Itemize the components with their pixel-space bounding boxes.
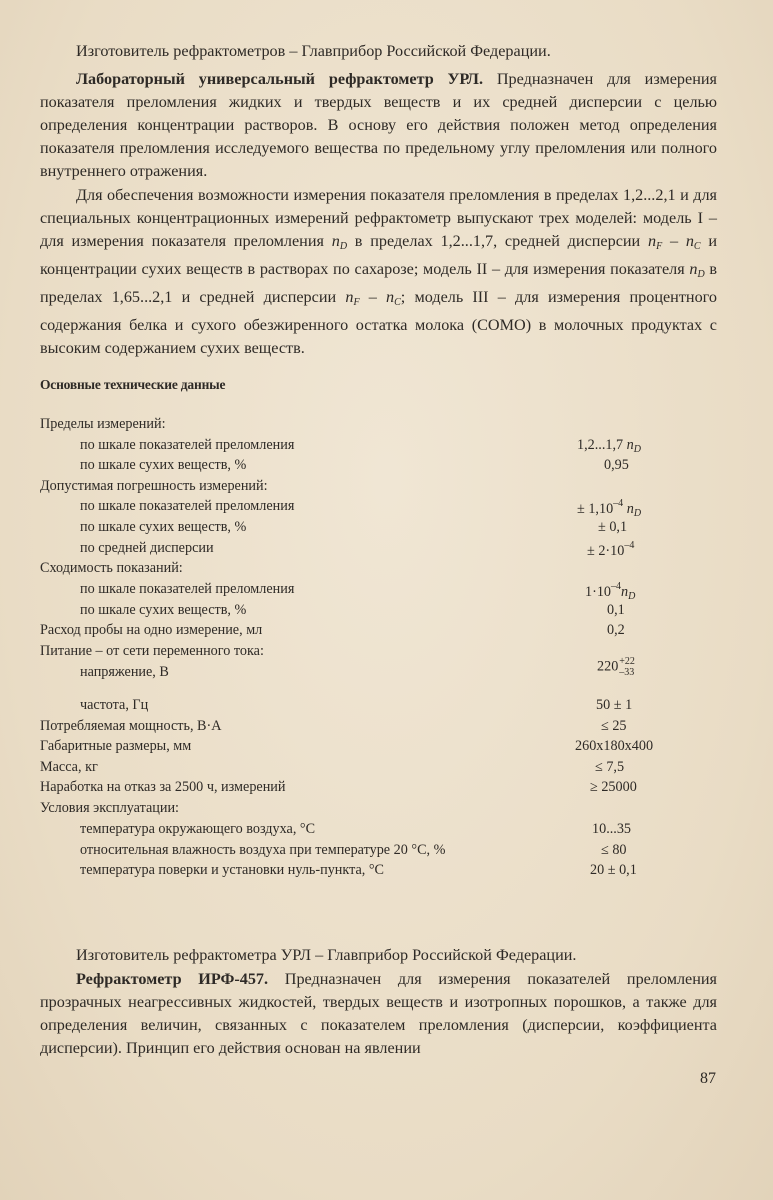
spec-value: $1\cdot 10^{-4}n_D$: [585, 581, 636, 602]
spec-value: ± $1,10^{-4}$ $n_D$: [577, 498, 642, 519]
spec-label: Масса, кг: [40, 759, 98, 775]
spec-value: ≤ 7,5: [595, 759, 625, 775]
spec-label: Сходимость показаний:: [40, 560, 183, 576]
spec-label: Пределы измерений:: [40, 416, 166, 432]
spec-label: Потребляемая мощность, В·А: [40, 718, 222, 734]
spec-label: Допустимая погрешность измерений:: [40, 478, 268, 494]
spec-label: Расход пробы на одно измерение, мл: [40, 622, 263, 638]
spec-value: 260x180x400: [575, 738, 654, 754]
spec-value: ≤ 80: [601, 842, 627, 858]
spec-label: по шкале сухих веществ, %: [80, 519, 247, 535]
spec-value: 0,2: [607, 622, 625, 638]
spec-label: Габаритные размеры, мм: [40, 738, 192, 754]
spec-value: 10...35: [592, 821, 632, 837]
spec-label: по шкале показателей преломления: [80, 437, 295, 453]
manufacturer-line-2: Изготовитель рефрактометра УРЛ – Главприбор Российской Федерации.: [76, 946, 577, 964]
specs-heading: Основные технические данные: [40, 377, 226, 392]
spec-label: по средней дисперсии: [80, 540, 214, 556]
spec-value: 0,1: [607, 602, 625, 618]
spec-value: ± 0,1: [598, 519, 628, 535]
spec-label: относительная влажность воздуха при температуре 20 °С, %: [80, 842, 446, 858]
spec-value: 1,2...1,7 $n_D$: [577, 437, 641, 455]
spec-label: частота, Гц: [80, 697, 149, 713]
paragraph-models: Для обеспечения возможности измерения показателя преломления в пределах 1,2...2,1 и для специальных концентрационных измерений рефрактометр выпускают трех моделей: модель I – для измерения показателя преломления $n_D$ в пределах 1,2...1,7, средней дисперсии $n_F - n_C$ и концентрации сухих веществ в растворах по сахарозе; модель II – для измерения показателя $n_D$ в пределах 1,65...2,1 и средней дисперсии $n_F - n_C$; модель III – для измерения процентного содержания белка и сухого обезжиренного остатка молока (СОМО) в молочных продуктах с высоким содержанием сухих веществ.: [40, 186, 718, 357]
device-name-irf: Рефрактометр ИРФ-457.: [76, 970, 269, 988]
spec-value: ± $2\cdot 10^{-4}$: [587, 540, 635, 559]
device-name-url: Лабораторный универсальный рефрактометр УРЛ.: [76, 70, 483, 88]
spec-label: Питание – от сети переменного тока:: [40, 643, 264, 659]
spec-label: Условия эксплуатации:: [40, 800, 179, 816]
paragraph-irf-description: Рефрактометр ИРФ-457. Предназначен для измерения показателей преломления прозрачных неагрессивных жидкостей, твердых веществ и изотропных порошков, а также для определения величин, связанных с показателем преломления (дисперсии, коэффициента дисперсии). Принцип его действия основан на явлении: [40, 970, 717, 1057]
page-number: 87: [700, 1070, 716, 1087]
spec-label: напряжение, В: [80, 664, 169, 680]
spec-label: Наработка на отказ за 2500 ч, измерений: [40, 779, 286, 795]
spec-label: по шкале сухих веществ, %: [80, 457, 247, 473]
manufacturer-line-1: Изготовитель рефрактометров – Главприбор Российской Федерации.: [76, 42, 551, 60]
spec-label: по шкале показателей преломления: [80, 498, 295, 514]
spec-label: по шкале показателей преломления: [80, 581, 295, 597]
spec-value: 20 ± 0,1: [590, 862, 637, 878]
spec-value: 50 ± 1: [596, 697, 633, 713]
spec-value: ≥ 25000: [590, 779, 637, 795]
spec-value: 0,95: [604, 457, 629, 473]
spec-label: по шкале сухих веществ, %: [80, 602, 247, 618]
spec-value: ≤ 25: [601, 718, 627, 734]
spec-label: температура окружающего воздуха, °С: [80, 821, 316, 837]
paragraph-url-description: Лабораторный универсальный рефрактометр УРЛ. Предназначен для измерения показателя преломления жидких и твердых веществ и их средней дисперсии с целью определения концентрации растворов. В основу его действия положен метод определения показателя преломления исследуемого вещества по предельному углу преломления или полного внутреннего отражения.: [40, 70, 717, 180]
spec-label: температура поверки и установки нуль-пункта, °С: [80, 862, 384, 878]
spec-value: 220 +22 –33: [597, 656, 635, 678]
